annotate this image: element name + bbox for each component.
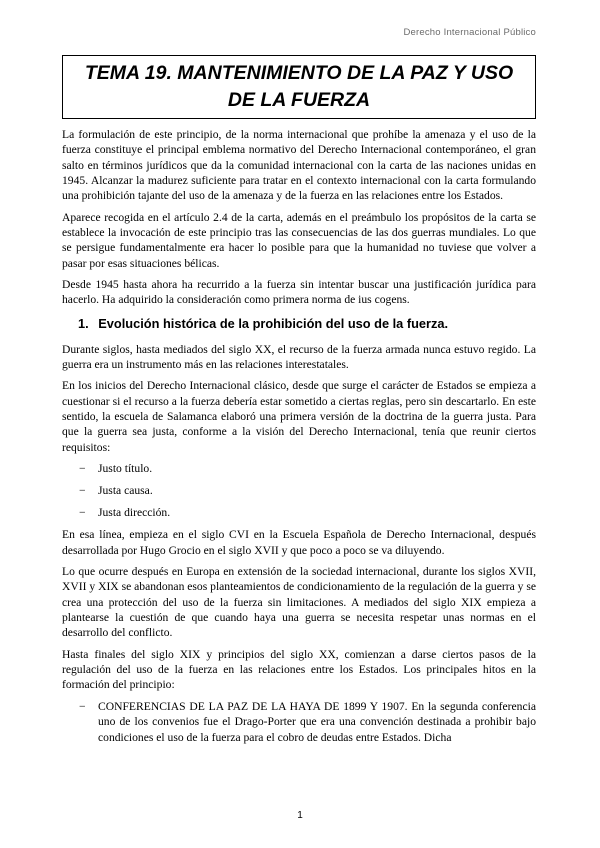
section-heading: [78, 316, 536, 332]
list-item: [62, 483, 536, 498]
dash-bullet: −: [79, 699, 86, 713]
section-heading-text: Evolución histórica de la prohibición del uso de la fuerza.: [98, 315, 449, 331]
list-item-text: CONFERENCIAS DE LA PAZ DE LA HAYA DE 1899 Y 1907. En la segunda conferencia uno de los convenios fue el Drago-Porter que era una convención destinada a prohibir bajo condiciones el uso de la fuerza para el cobro de deudas entre Estados. Dicha: [98, 699, 536, 744]
section-paragraph-3: En esa línea, empieza en el siglo CVI en la Escuela Española de Derecho Internacional, después desarrollada por Hugo Grocio en el siglo XVII y que poco a poco se va diluyendo.: [62, 528, 536, 557]
document-body: [62, 127, 536, 751]
section-paragraph-5: Hasta finales del siglo XIX y principios del siglo XX, comienzan a darse ciertos pasos de la regulación del uso de la fuerza en las relaciones entre los Estados. Los principales hitos en la formación del principio:: [62, 647, 536, 692]
page-title: TEMA 19. MANTENIMIENTO DE LA PAZ Y USO DE LA FUERZA: [62, 55, 536, 119]
intro-paragraph-2: Aparece recogida en el artículo 2.4 de la carta, además en el preámbulo los propósitos de la carta se establece la invocación de este principio tras las consecuencias de las dos guerras mundiales. Lo que se persigue fundamentalmente era hacer lo posible para que la humanidad no tuviese que volver a pasar por esas situaciones bélicas.: [62, 210, 536, 270]
page-number: 1: [297, 810, 303, 821]
dash-bullet: −: [79, 506, 86, 520]
milestones-list: [62, 699, 536, 745]
list-item-text: Justa causa.: [98, 484, 153, 498]
requirements-list: [62, 461, 536, 520]
section-paragraph-2: En los inicios del Derecho Internacional clásico, desde que surge el carácter de Estados se empieza a cuestionar si el recurso a la fuerza debería estar sometido a ciertas reglas, pero sin descartarlo. En este sentido, la escuela de Salamanca elaboró una primera versión de la doctrina de la guerra justa. Para que la guerra sea justa, conforme a la visión del Derecho Internacional, tenía que reunir ciertos requisitos:: [62, 379, 536, 454]
dash-bullet: −: [79, 462, 86, 476]
intro-paragraph-3: Desde 1945 hasta ahora ha recurrido a la fuerza sin intentar buscar una justificación jurídica para hacerlo. Ha adquirido la consideración como primera norma de ius cogens.: [62, 278, 536, 307]
dash-bullet: −: [79, 484, 86, 498]
section-number: 1.: [78, 315, 89, 331]
list-item-text: Justo título.: [98, 462, 153, 476]
section-paragraph-1: Durante siglos, hasta mediados del siglo XX, el recurso de la fuerza armada nunca estuvo regido. La guerra era un instrumento más en las relaciones interestatales.: [62, 342, 536, 371]
list-item: [62, 699, 536, 745]
list-item: [62, 461, 536, 476]
intro-paragraph-1: La formulación de este principio, de la norma internacional que prohíbe la amenaza y el uso de la fuerza constituye el principal emblema normativo del Derecho Internacional contemporáneo, el gran salto en términos jurídicos que da la comunidad internacional con la carta de las naciones unidas en 1945. Alcanzar la madurez suficiente para tratar en el contexto internacional con la carta formulando una prohibición tajante del uso de la amenaza y de la fuerza en las relaciones entre los Estados.: [62, 128, 536, 203]
section-paragraph-4: Lo que ocurre después en Europa en extensión de la sociedad internacional, durante los siglos XVII, XVII y XIX se abandonan esos planteamientos de condicionamiento de la regulación de la guerra y se crea una protección del uso de la fuerza sin limitaciones. A mediados del siglo XIX empieza a plantearse la cuestión de que cuando haya una guerra se necesita respetar unas normas en el desarrollo del conflicto.: [62, 565, 536, 640]
list-item-text: Justa dirección.: [98, 506, 171, 520]
running-header: Derecho Internacional Público: [403, 27, 536, 38]
list-item: [62, 505, 536, 520]
